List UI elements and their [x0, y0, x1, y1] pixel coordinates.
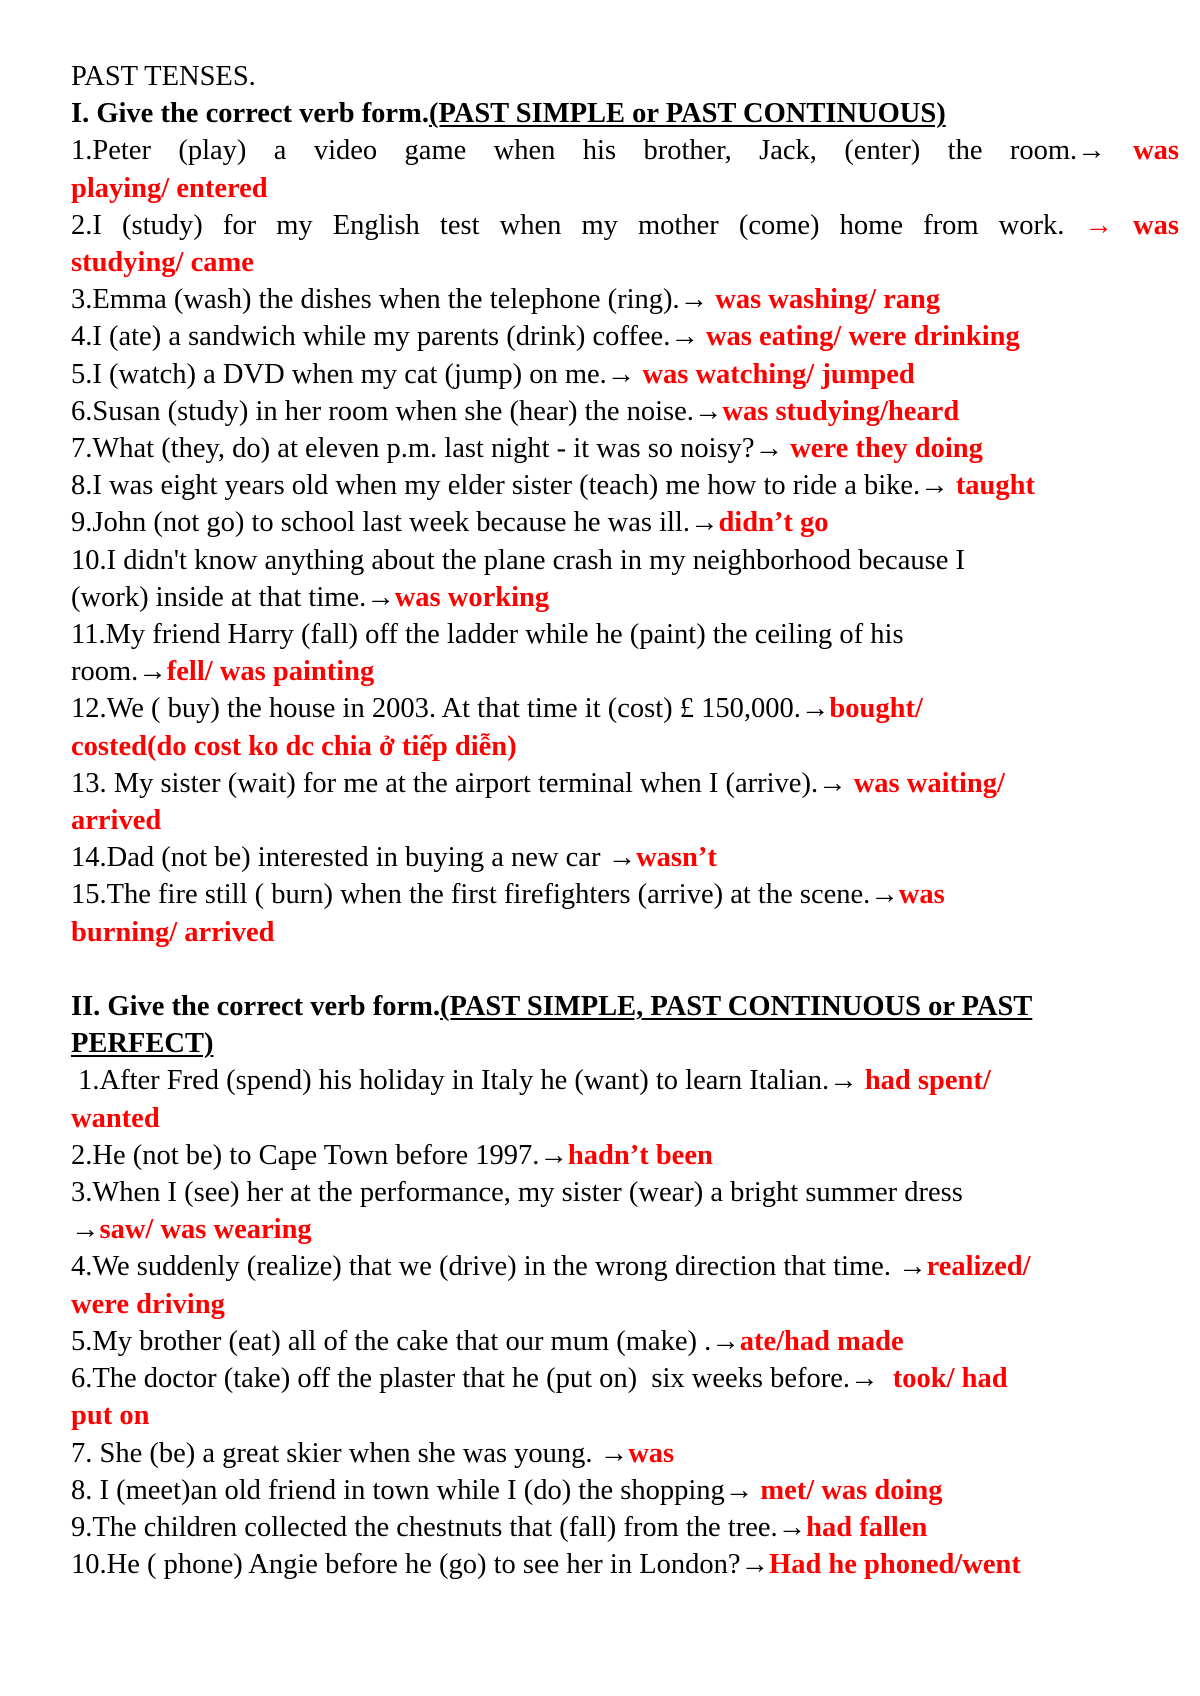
s2-item-6-cont — [71, 1397, 1179, 1434]
s2-item-7 — [71, 1435, 1179, 1472]
answer-text: were they doing — [790, 433, 983, 465]
answer-text: was eating/ were drinking — [705, 321, 1020, 353]
s1-item-15-cont — [71, 914, 1179, 951]
answer-text: was waiting/ — [853, 767, 1005, 799]
s1-item-12 — [71, 690, 1179, 727]
s2-item-5 — [71, 1323, 1179, 1360]
answer-text: didn’t go — [718, 507, 829, 539]
answer-text: taught — [955, 470, 1035, 502]
question-text: 1.Peter (play) a video game when his brother, Jack, (enter) the room.→ — [71, 135, 1134, 167]
answer-text: took/ had — [892, 1363, 1008, 1395]
doc-title: PAST TENSES. — [71, 61, 256, 92]
section-spacer — [71, 951, 1179, 988]
answer-text: realized/ — [926, 1251, 1031, 1283]
s1-item-2-cont — [71, 244, 1179, 281]
question-text: 14.Dad (not be) interested in buying a new car → — [71, 842, 637, 874]
s2-item-9 — [71, 1509, 1179, 1546]
s1-item-6 — [71, 393, 1179, 430]
question-text: 6.The doctor (take) off the plaster that he (put on) six weeks before.→ — [71, 1363, 893, 1395]
s1-item-11-cont — [71, 653, 1179, 690]
s1-item-4 — [71, 318, 1179, 355]
s2-item-2 — [71, 1137, 1179, 1174]
question-text: 5.I (watch) a DVD when my cat (jump) on me.→ — [71, 358, 643, 390]
s2-item-1-cont — [71, 1100, 1179, 1137]
s1-item-7 — [71, 430, 1179, 467]
worksheet — [71, 58, 1179, 1583]
s2-item-4-cont — [71, 1286, 1179, 1323]
answer-text: playing/ entered — [71, 172, 268, 204]
question-text: 6.Susan (study) in her room when she (hear) the noise.→ — [71, 395, 723, 427]
question-text: 13. My sister (wait) for me at the airport terminal when I (arrive).→ — [71, 767, 854, 799]
question-text: 12.We ( buy) the house in 2003. At that time it (cost) £ 150,000.→ — [71, 693, 830, 725]
answer-text: was — [898, 879, 945, 911]
question-text: 2.I (study) for my English test when my mother (come) home from work. — [71, 209, 1085, 241]
s1-item-3 — [71, 281, 1179, 318]
answer-text: was working — [394, 581, 550, 613]
answer-text: fell/ was painting — [166, 656, 375, 688]
answer-text: put on — [71, 1400, 150, 1432]
answer-text: wanted — [71, 1102, 160, 1134]
question-text: 7.What (they, do) at eleven p.m. last night - it was so noisy?→ — [71, 433, 791, 465]
question-text: 8.I was eight years old when my elder sister (teach) me how to ride a bike.→ — [71, 470, 956, 502]
section2-heading — [71, 988, 1179, 1025]
question-text: 10.I didn't know anything about the plane crash in my neighborhood because I — [71, 544, 965, 576]
answer-text: saw/ was wearing — [99, 1214, 312, 1246]
answer-text: arrived — [71, 805, 162, 837]
answer-text: was — [1133, 135, 1179, 167]
question-text: 10.He ( phone) Angie before he (go) to see her in London?→ — [71, 1549, 770, 1581]
answer-text: was washing/ rang — [715, 284, 941, 316]
answer-text: met/ was doing — [760, 1474, 943, 1506]
answer-text: had spent/ — [864, 1065, 991, 1097]
s1-item-8 — [71, 467, 1179, 504]
section1-heading-suffix: (PAST SIMPLE or PAST CONTINUOUS) — [428, 98, 946, 130]
question-text: 3.Emma (wash) the dishes when the telephone (ring).→ — [71, 284, 716, 316]
question-text: 9.The children collected the chestnuts that (fall) from the tree.→ — [71, 1511, 807, 1543]
question-text: 3.When I (see) her at the performance, my sister (wear) a bright summer dress — [71, 1177, 963, 1209]
question-text: 11.My friend Harry (fall) off the ladder while he (paint) the ceiling of his — [71, 619, 904, 651]
question-text: 15.The fire still ( burn) when the first firefighters (arrive) at the scene.→ — [71, 879, 899, 911]
answer-text: studying/ came — [71, 247, 254, 279]
answer-text: had fallen — [806, 1511, 928, 1543]
question-text: room.→ — [71, 656, 167, 688]
section1-heading — [71, 95, 1179, 132]
s1-item-11 — [71, 616, 1179, 653]
s1-item-15 — [71, 876, 1179, 913]
answer-text: ate/had made — [739, 1325, 904, 1357]
s2-item-6 — [71, 1360, 1179, 1397]
question-text: 7. She (be) a great skier when she was young. → — [71, 1437, 629, 1469]
answer-text: was — [628, 1437, 675, 1469]
s1-item-9 — [71, 504, 1179, 541]
s1-item-12-cont — [71, 728, 1179, 765]
section2-heading-suffix: PERFECT) — [71, 1028, 214, 1060]
answer-text: was watching/ jumped — [642, 358, 915, 390]
s1-item-13 — [71, 765, 1179, 802]
s1-item-5 — [71, 356, 1179, 393]
s1-item-10-cont — [71, 579, 1179, 616]
answer-text: Had he phoned/went — [769, 1549, 1021, 1581]
section2-heading-prefix: II. Give the correct verb form. — [71, 991, 441, 1023]
s2-item-10 — [71, 1546, 1179, 1583]
question-text: 1.After Fred (spend) his holiday in Italy he (want) to learn Italian.→ — [71, 1065, 865, 1097]
s2-item-3 — [71, 1174, 1179, 1211]
s1-item-1 — [71, 132, 1179, 169]
answer-text: wasn’t — [636, 842, 717, 874]
answer-text: was studying/heard — [722, 395, 960, 427]
question-text: 4.We suddenly (realize) that we (drive) in the wrong direction that time. → — [71, 1251, 927, 1283]
s2-item-3-cont — [71, 1211, 1179, 1248]
answer-text: bought/ — [829, 693, 923, 725]
s1-item-14 — [71, 839, 1179, 876]
question-text: 9.John (not go) to school last week because he was ill.→ — [71, 507, 719, 539]
question-text: 8. I (meet)an old friend in town while I (do) the shopping→ — [71, 1474, 761, 1506]
answer-text: → was — [1084, 209, 1179, 241]
s1-item-10 — [71, 542, 1179, 579]
s1-item-2 — [71, 207, 1179, 244]
s2-item-8 — [71, 1472, 1179, 1509]
question-text: 5.My brother (eat) all of the cake that our mum (make) .→ — [71, 1325, 740, 1357]
question-text: (work) inside at that time.→ — [71, 581, 395, 613]
question-text: 2.He (not be) to Cape Town before 1997.→ — [71, 1139, 568, 1171]
section2-heading-cont — [71, 1025, 1179, 1062]
s2-item-4 — [71, 1248, 1179, 1285]
section2-heading-suffix: (PAST SIMPLE, PAST CONTINUOUS or PAST — [440, 991, 1033, 1023]
answer-text: costed(do cost ko dc chia ở tiếp diễn) — [71, 730, 517, 762]
question-text: 4.I (ate) a sandwich while my parents (drink) coffee.→ — [71, 321, 706, 353]
answer-text: hadn’t been — [567, 1139, 713, 1171]
s2-item-1 — [71, 1062, 1179, 1099]
question-text: → — [71, 1214, 100, 1246]
s1-item-13-cont — [71, 802, 1179, 839]
section1-heading-prefix: I. Give the correct verb form. — [71, 98, 429, 130]
answer-text: were driving — [71, 1288, 225, 1320]
answer-text: burning/ arrived — [71, 916, 275, 948]
s1-item-1-cont — [71, 170, 1179, 207]
